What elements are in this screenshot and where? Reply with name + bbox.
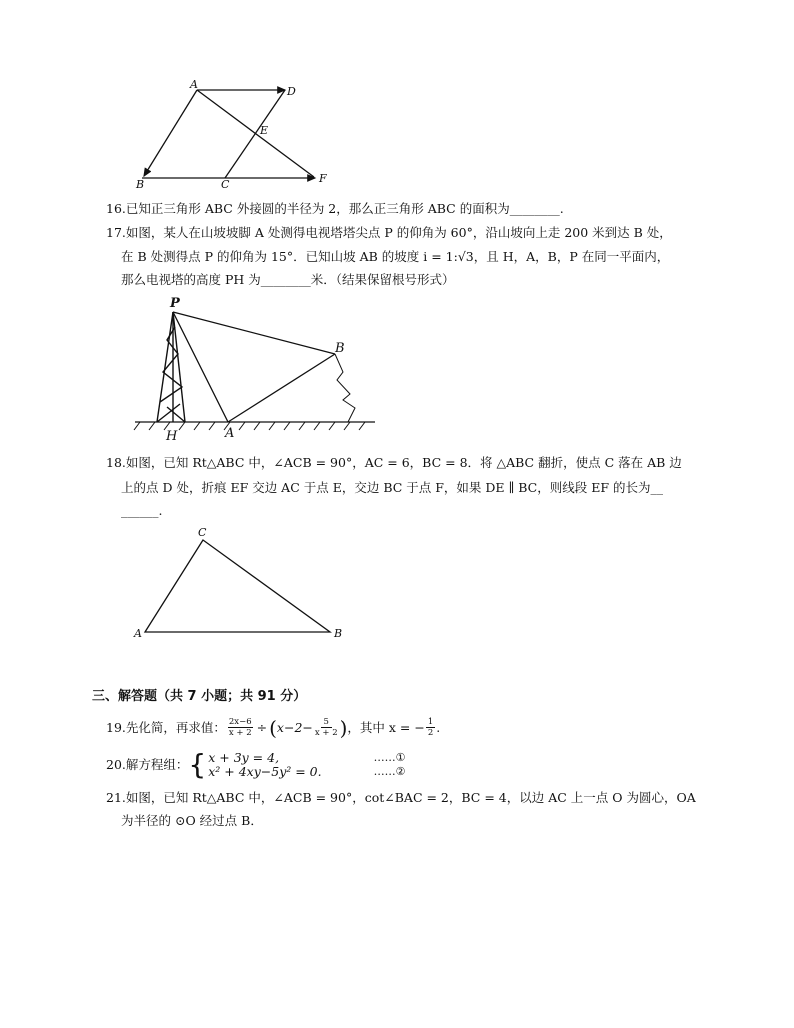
- q19-f2-num: 5: [321, 718, 332, 728]
- question-16: 16.已知正三角形 ABC 外接圆的半径为 2，那么正三角形 ABC 的面积为________.: [106, 201, 564, 216]
- q19-f1-num: 2x−6: [228, 717, 252, 727]
- question-18-line3: ______.: [121, 503, 163, 518]
- q19-paren-open: (: [269, 716, 277, 740]
- q19-fraction-3: [426, 718, 435, 738]
- figure-parallelogram-diagram: [130, 78, 330, 193]
- label-A: A: [225, 426, 235, 441]
- q20-eq1: x + 3y = 4,: [208, 750, 280, 765]
- question-21-line2: 为半径的 ⊙O 经过点 B．: [121, 813, 263, 828]
- label-D: D: [287, 85, 296, 98]
- label-B: B: [136, 178, 145, 191]
- q19-f3-num: 1: [427, 717, 434, 727]
- q19-end: .: [436, 720, 441, 735]
- label-B: B: [335, 341, 345, 356]
- q19-where: ，其中 x = −: [347, 720, 425, 735]
- label-F: F: [319, 172, 327, 185]
- figure-tv-tower-diagram: [130, 292, 380, 444]
- q20-tag2: ……②: [373, 765, 406, 778]
- question-21-line1: 21.如图，已知 Rt△ABC 中，∠ACB = 90°，cot∠BAC = 2，BC = 4，以边 AC 上一点 O 为圆心，OA: [106, 790, 696, 805]
- question-20: [106, 750, 406, 780]
- figure-right-triangle: [130, 522, 350, 644]
- q19-fraction-1: [228, 718, 253, 738]
- question-17-line1: 17.如图，某人在山坡坡脚 A 处测得电视塔塔尖点 P 的仰角为 60°，沿山坡向上走 200 米到达 B 处，: [106, 225, 672, 240]
- q20-tag1: ……①: [373, 751, 406, 764]
- label-A: A: [190, 78, 198, 91]
- q19-prefix: 19.先化简，再求值：: [106, 720, 226, 735]
- label-E: E: [260, 124, 269, 137]
- question-19: [106, 716, 440, 740]
- segment-AB: [144, 90, 197, 176]
- q20-brace: {: [188, 748, 207, 781]
- question-18-line2: 上的点 D 处，折痕 EF 交边 AC 于点 E，交边 BC 于点 F，如果 DE ∥ BC，则线段 EF 的长为__: [121, 480, 663, 495]
- q19-mid: x−2−: [276, 720, 313, 735]
- q19-fraction-2: [315, 718, 338, 738]
- q19-div: ÷: [256, 720, 268, 735]
- label-P: P: [170, 296, 180, 311]
- q19-f3-den: 2: [427, 728, 434, 738]
- label-C: C: [221, 178, 230, 191]
- q20-prefix: 20.解方程组：: [106, 757, 189, 772]
- label-H: H: [166, 429, 178, 444]
- label-C: C: [198, 526, 207, 539]
- label-B: B: [334, 627, 343, 640]
- segment-CD: [225, 90, 285, 178]
- q19-f1-den: x + 2: [228, 728, 252, 738]
- label-A: A: [134, 627, 142, 640]
- q20-eq2: x² + 4xy−5y² = 0.: [208, 764, 322, 779]
- section-title-answer-questions: 三、解答题（共 7 小题；共 91 分）: [92, 689, 307, 704]
- question-17-line2: 在 B 处测得点 P 的仰角为 15°．已知山坡 AB 的坡度 i = 1:√3，且 H，A，B，P 在同一平面内，: [121, 249, 670, 264]
- question-18-line1: 18.如图，已知 Rt△ABC 中，∠ACB = 90°，AC = 6，BC = 8．将 △ABC 翻折，使点 C 落在 AB 边: [106, 455, 682, 470]
- question-17-line3: 那么电视塔的高度 PH 为________米．（结果保留根号形式）: [121, 272, 455, 287]
- q19-f2-den: x + 2: [314, 728, 338, 738]
- q20-tags: [374, 751, 406, 779]
- q19-paren-close: ): [339, 716, 348, 740]
- q20-equations: [208, 751, 321, 779]
